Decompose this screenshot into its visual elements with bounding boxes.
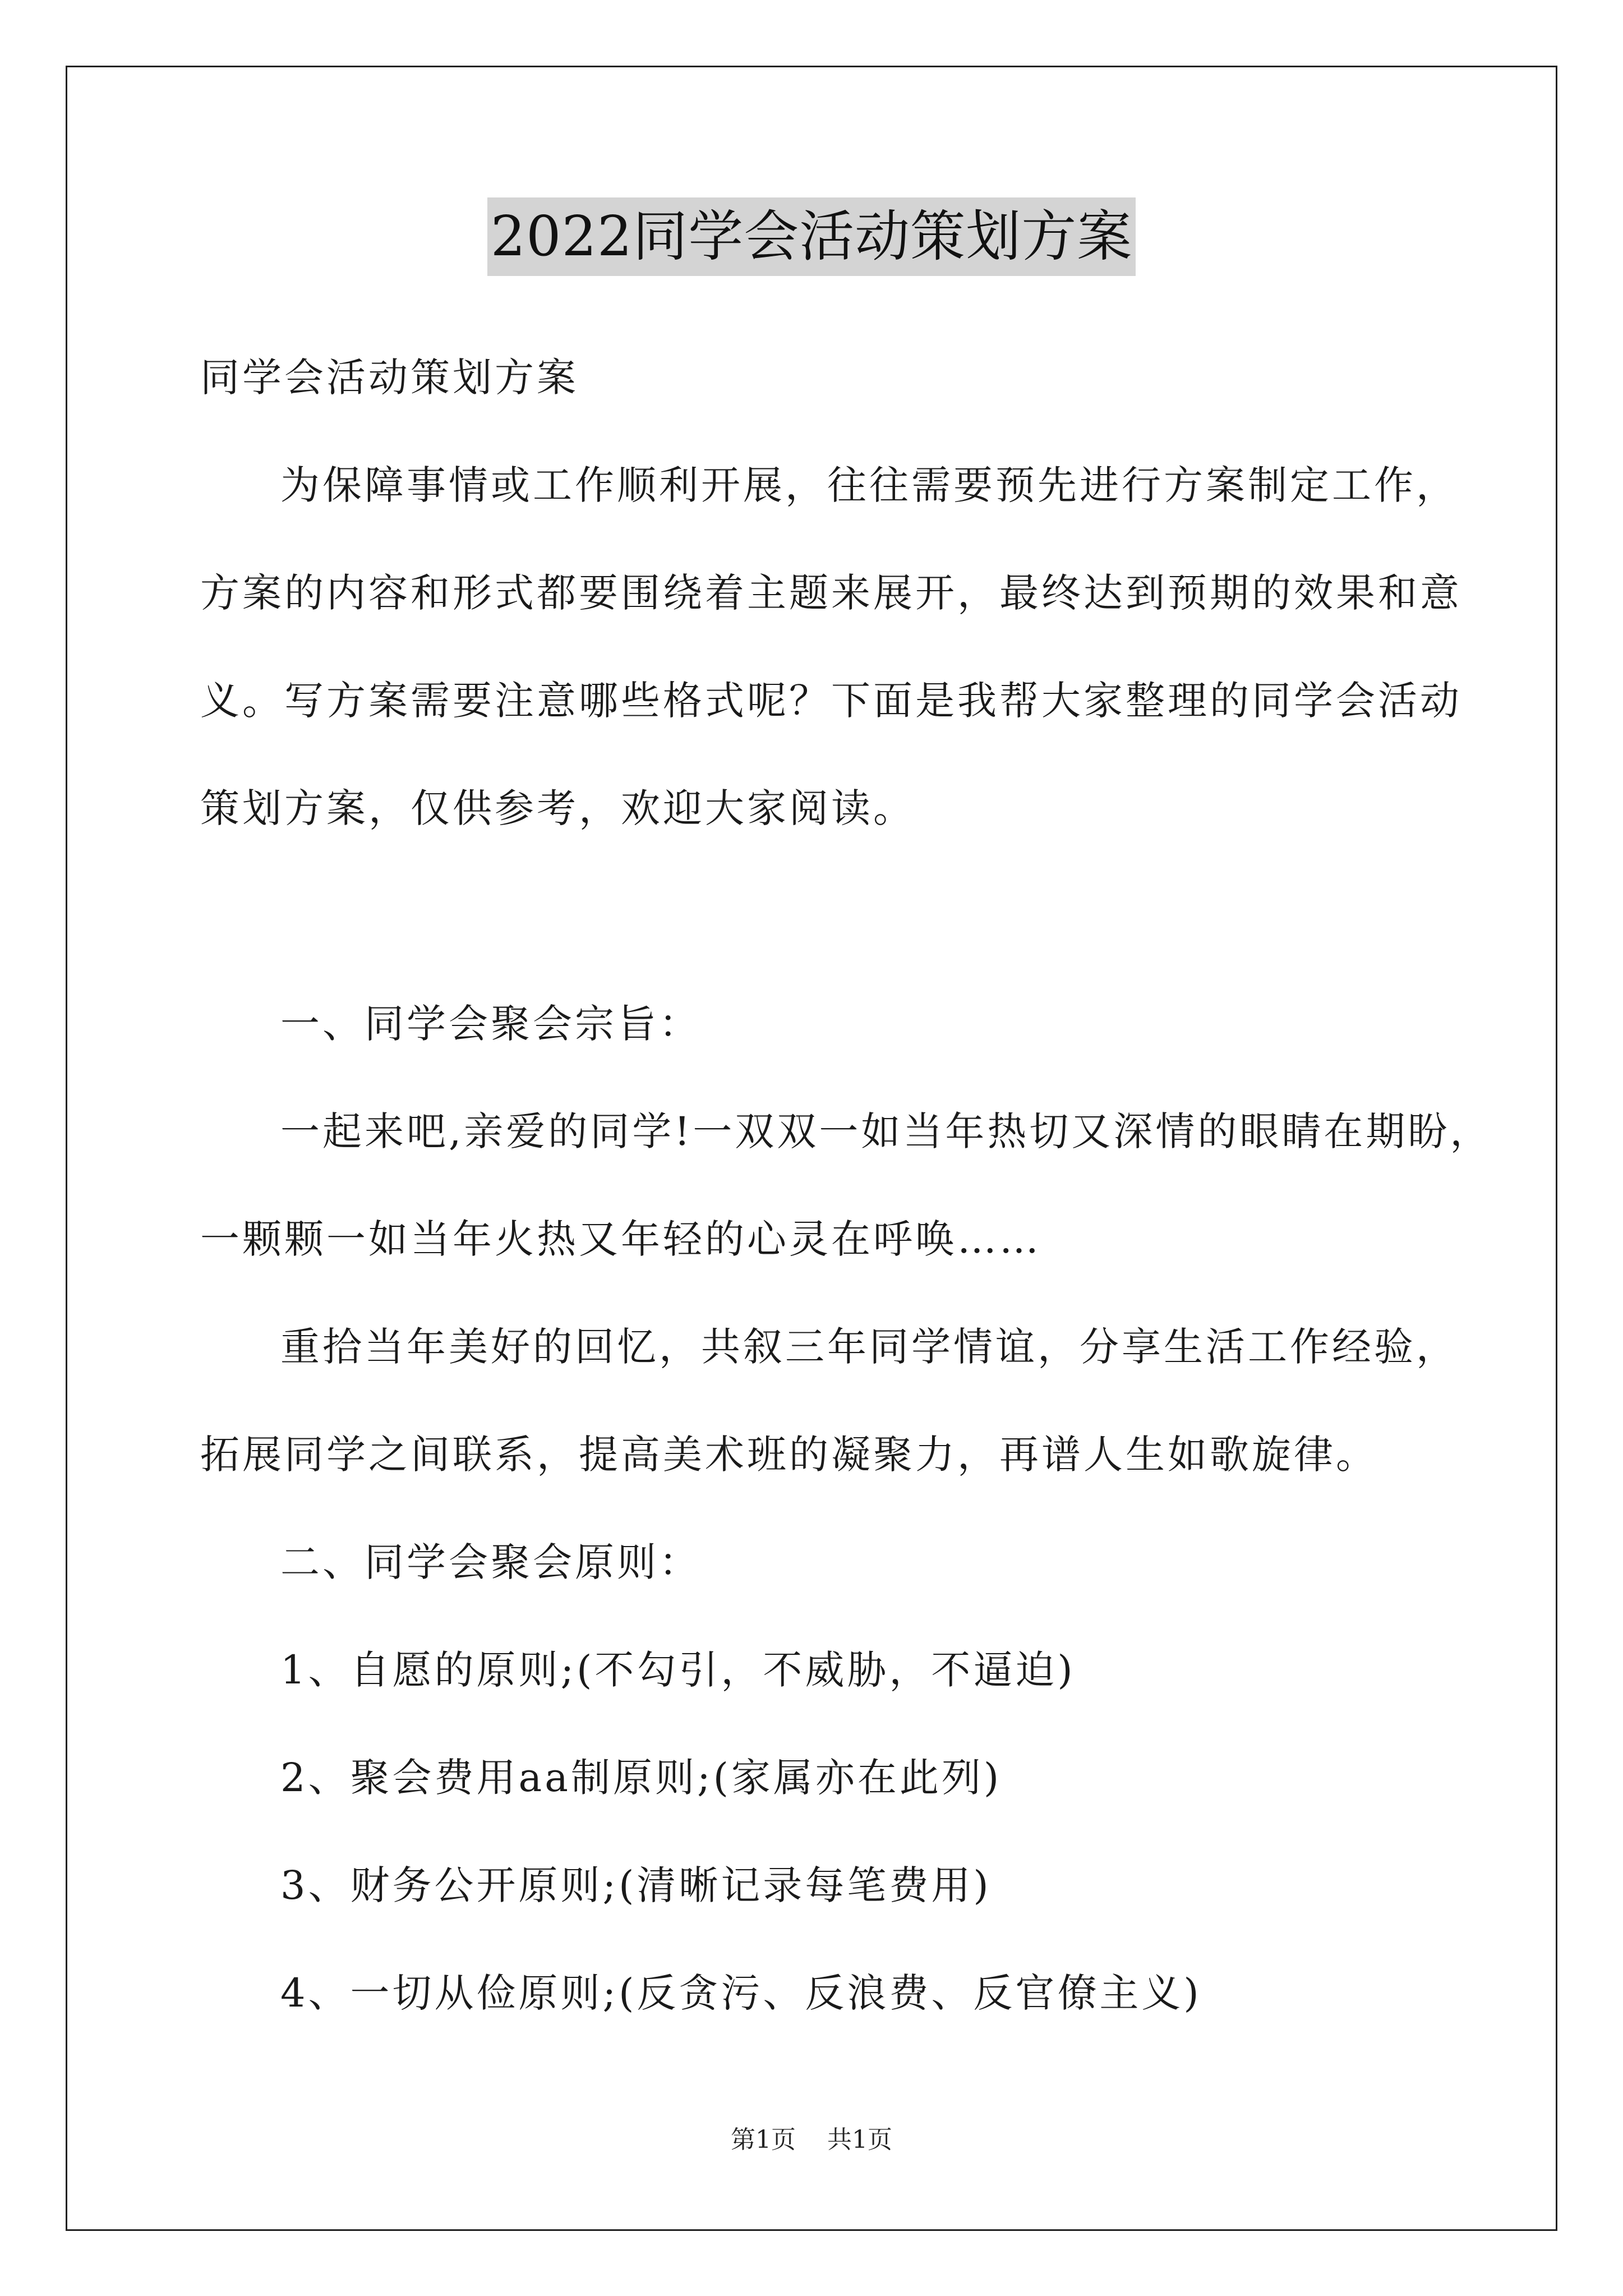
body-line-3: 重拾当年美好的回忆，共叙三年同学情谊，分享生活工作经验， — [280, 1324, 1458, 1370]
subtitle-line: 同学会活动策划方案 — [200, 355, 579, 401]
principle-item-1: 1、自愿的原则;(不勾引，不威胁，不逼迫) — [280, 1647, 1076, 1693]
page-footer: 第1页 共1页 — [731, 2125, 892, 2154]
intro-line-3: 义。写方案需要注意哪些格式呢？下面是我帮大家整理的同学会活动 — [200, 678, 1462, 724]
intro-line-4: 策划方案，仅供参考，欢迎大家阅读。 — [200, 785, 915, 831]
body-line-1: 一起来吧,亲爱的同学!一双双一如当年热切又深情的眼睛在期盼， — [280, 1108, 1492, 1154]
intro-line-2: 方案的内容和形式都要围绕着主题来展开，最终达到预期的效果和意 — [200, 570, 1462, 616]
body-line-4: 拓展同学之间联系，提高美术班的凝聚力，再谱人生如歌旋律。 — [200, 1432, 1378, 1478]
body-line-2: 一颗颗一如当年火热又年轻的心灵在呼唤…… — [200, 1216, 1041, 1262]
principle-item-3: 3、财务公开原则;(清晰记录每笔费用) — [280, 1862, 992, 1908]
principle-item-2: 2、聚会费用aa制原则;(家属亦在此列) — [280, 1755, 1002, 1801]
document-title: 2022同学会活动策划方案 — [487, 197, 1136, 276]
title-container — [0, 197, 1623, 276]
section-heading-1: 一、同学会聚会宗旨： — [280, 1001, 701, 1047]
intro-line-1: 为保障事情或工作顺利开展，往往需要预先进行方案制定工作， — [280, 462, 1458, 508]
section-heading-2: 二、同学会聚会原则： — [280, 1539, 701, 1585]
principle-item-4: 4、一切从俭原则;(反贪污、反浪费、反官僚主义) — [280, 1970, 1202, 2016]
